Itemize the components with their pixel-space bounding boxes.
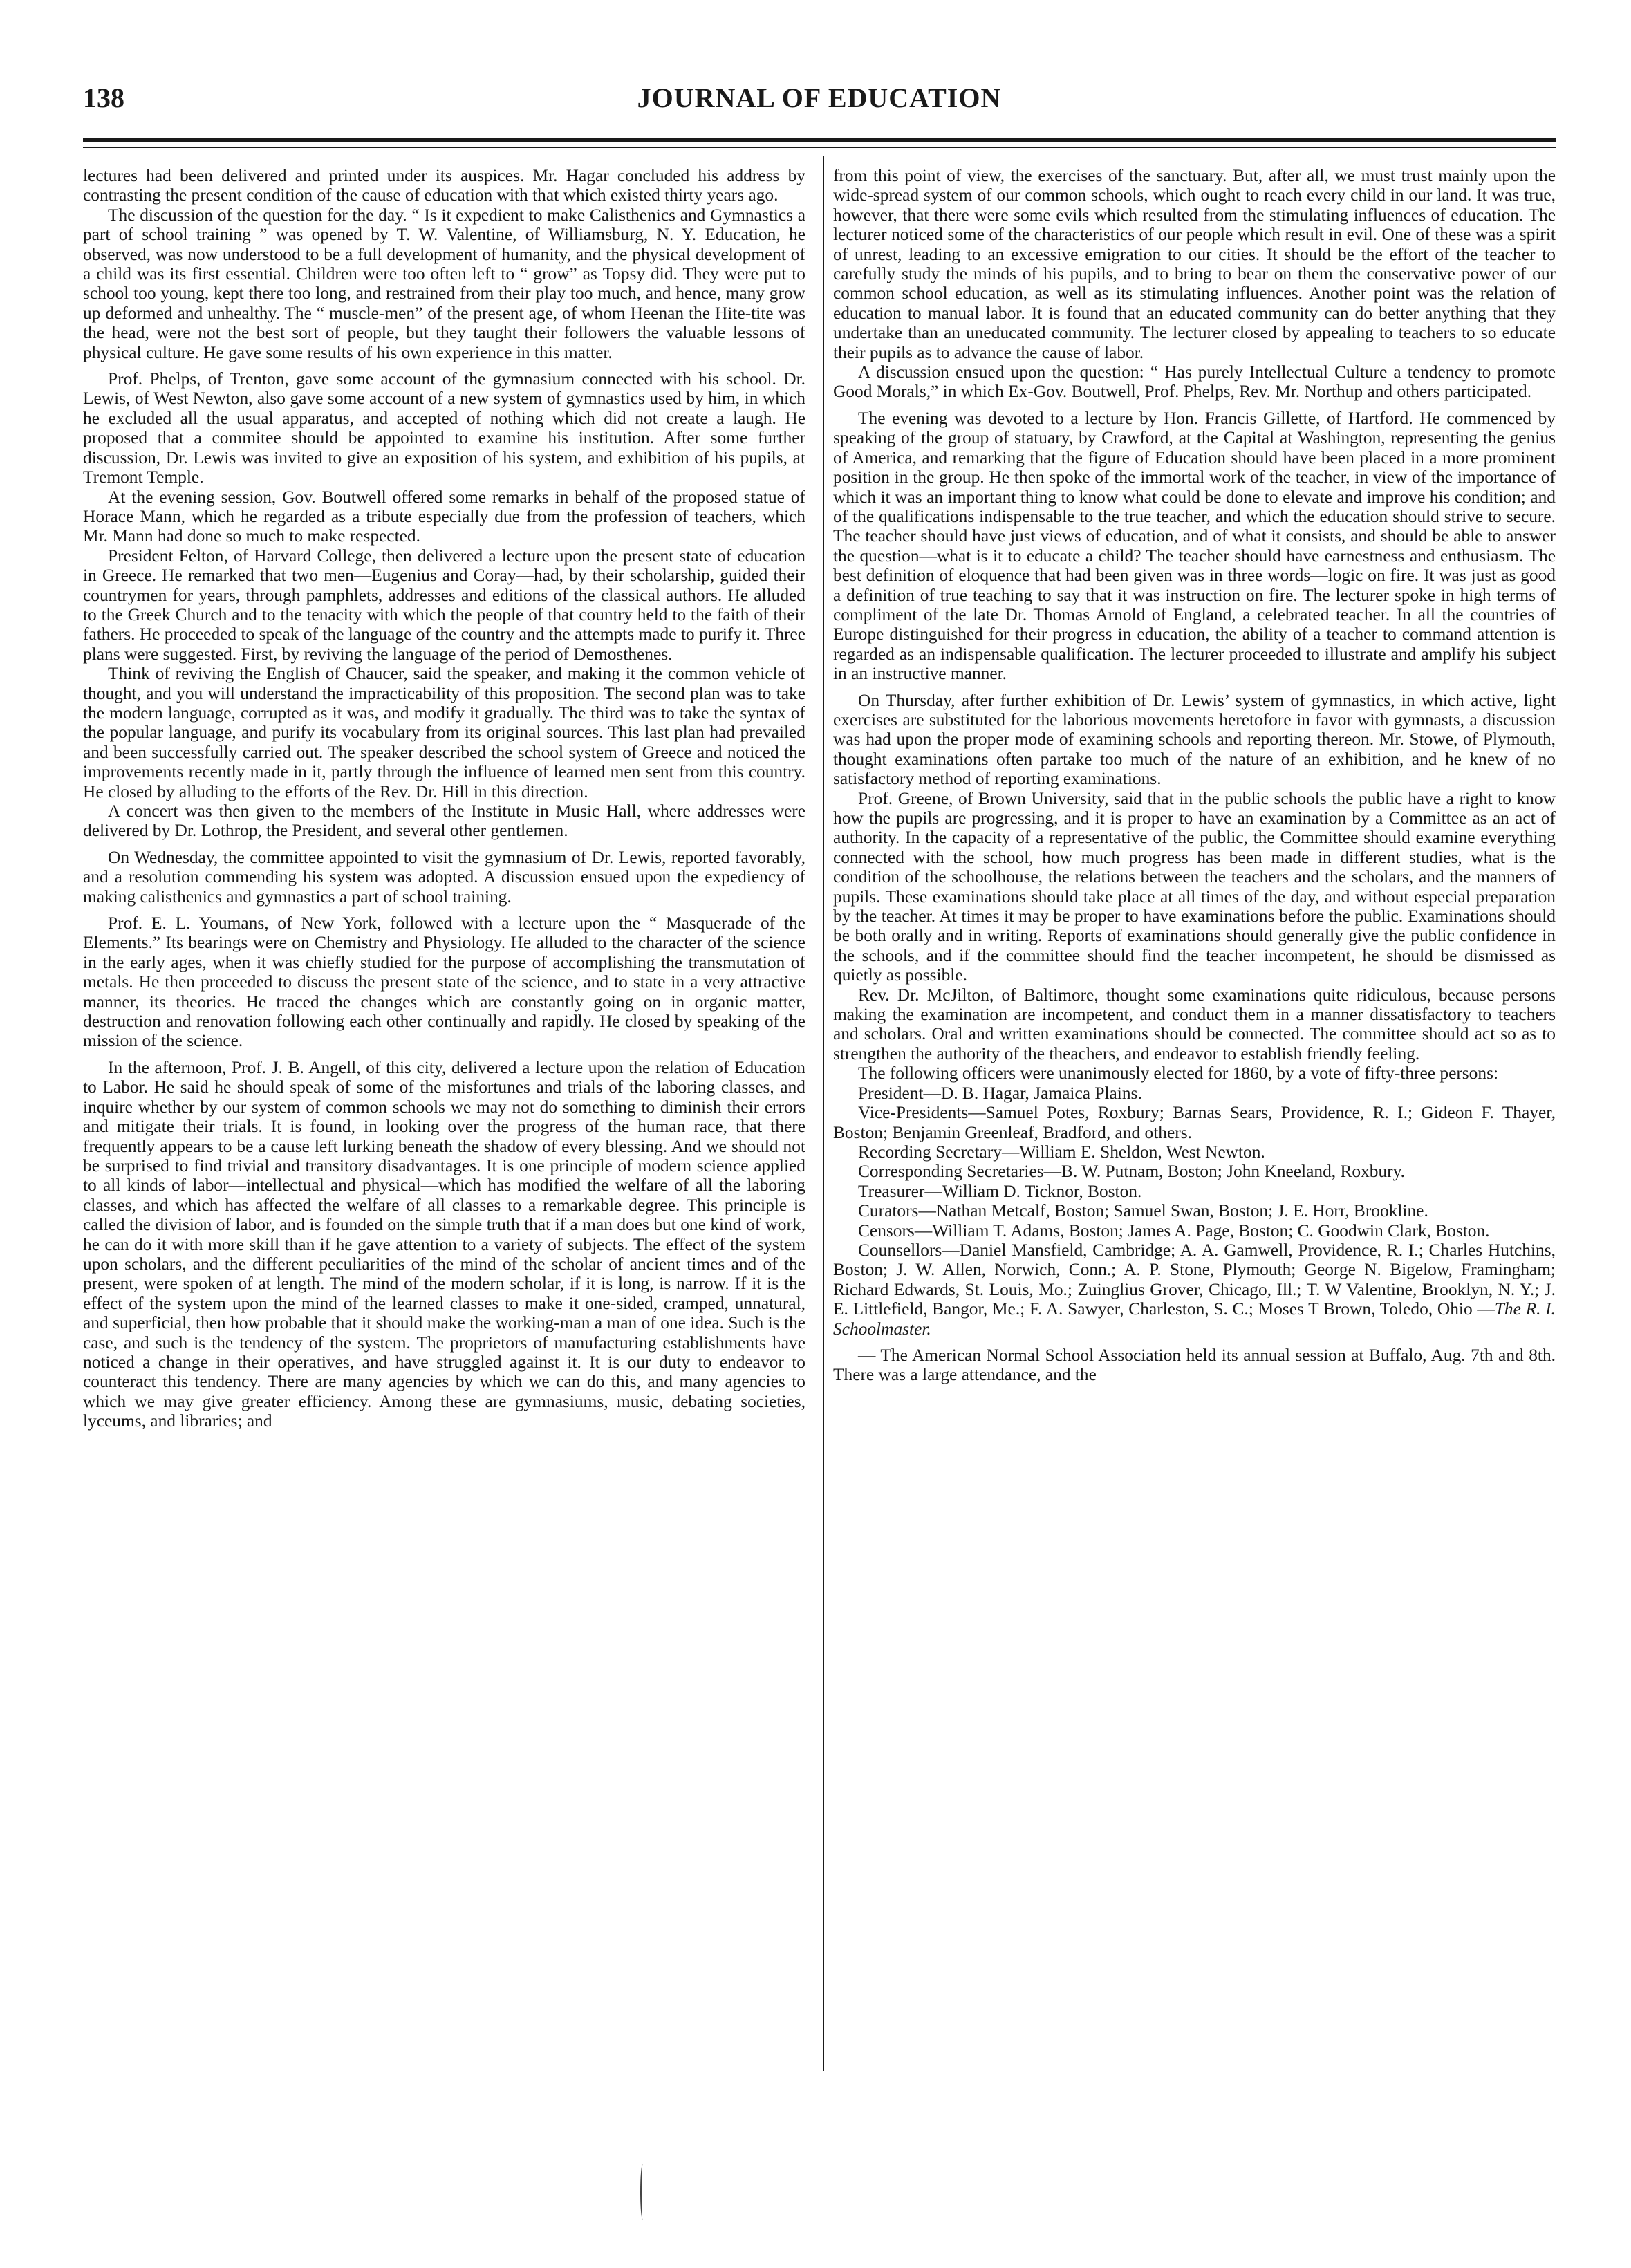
paragraph: At the evening session, Gov. Boutwell offered some remarks in behalf of the proposed statue of Horace Mann, which he regarded as a tribute especially due from the profession of teachers, which Mr. Mann had done so much to make respected. <box>83 487 805 546</box>
paragraph: Rev. Dr. McJilton, of Baltimore, thought some examinations quite ridiculous, because persons making the examination are incompetent, and conduct them in a manner dissatisfactory to teachers and scholars. Oral and written examinations should be connected. The committee should act so as to strengthen the authority of the theachers, and endeavor to establish friendly feeling. <box>833 985 1556 1063</box>
officer-entry: Vice-Presidents—Samuel Potes, Roxbury; Barnas Sears, Providence, R. I.; Gideon F. Thayer, Boston; Benjamin Greenleaf, Bradford, and others. <box>833 1103 1556 1142</box>
paragraph: Prof. E. L. Youmans, of New York, followed with a lecture upon the “ Masquerade of the Elements.” Its bearings were on Chemistry and Physiology. He alluded to the character of the science in the early ages, when it was chiefly studied for the purpose of accomplishing the transmutation of metals. He then proceeded to discuss the present state of the science, and to state in a very attractive manner, its theories. He traced the changes which are constantly going on in organic matter, destruction and renovation following each other continually and rapidly. He closed by speaking of the mission of the science. <box>83 913 805 1051</box>
paragraph: On Thursday, after further exhibition of Dr. Lewis’ system of gymnastics, in which active, light exercises are substituted for the laborious movements heretofore in favor with gymnasts, a discussion was had upon the proper mode of examining schools and reporting thereon. Mr. Stowe, of Plymouth, thought examinations often partake too much of the nature of an exhibition, and he knew of no satisfactory method of reporting examinations. <box>833 690 1556 789</box>
left-column <box>83 166 805 2074</box>
page-number: 138 <box>83 82 124 113</box>
paragraph: The discussion of the question for the day. “ Is it expedient to make Calisthenics and Gymnastics a part of school training ” was opened by T. W. Valentine, of Williamsburg, N. Y. Education, he observed, was now understood to be a full development of humanity, and the physical development of a child was its first essential. Children were too often left to “ grow” as Topsy did. They were put to school too young, kept there too long, and restrained from their play too much, and hence, many grow up deformed and unhealthy. The “ muscle-men” of the present age, of whom Heenan the Hite-tite was the head, were not the best sort of people, but they taught their followers the valuable lessons of physical culture. He gave some results of his own experience in this matter. <box>83 205 805 362</box>
page-header <box>83 82 1556 130</box>
counsellors-text: Counsellors—Daniel Mansfield, Cambridge; A. A. Gamwell, Providence, R. I.; Charles Hutchins, Boston; J. W. Allen, Norwich, Conn.; A. P. Stone, Plymouth; George N. Bigelow, Framingham; Richard Edwards, St. Louis, Mo.; Zuinglius Grover, Chicago, Ill.; T. W Valentine, Brooklyn, N. Y.; J. E. Littlefield, Bangor, Me.; F. A. Sawyer, Charleston, S. C.; Moses T Brown, Toledo, Ohio — <box>833 1240 1556 1319</box>
header-rule-thick <box>83 138 1556 142</box>
paragraph: Think of reviving the English of Chaucer, said the speaker, and making it the common vehicle of thought, and you will understand the impracticability of this proposition. The second plan was to take the modern language, corrupted as it was, and modify it gradually. The third was to take the syntax of the popular language, and purify its vocabulary from its original sources. This last plan had prevailed and been successfully carried out. The speaker described the school system of Greece and noticed the improvements recently made in it, partly through the influence of learned men sent from this country. He closed by alluding to the efforts of the Rev. Dr. Hill in this direction. <box>83 664 805 801</box>
paragraph: Prof. Phelps, of Trenton, gave some account of the gymnasium connected with his school. Dr. Lewis, of West Newton, also gave some account of a new system of gymnastics used by him, in which he excluded all the usual apparatus, and accepted of nothing which did not create a laugh. He proposed that a commitee should be appointed to examine his institution. After some further discussion, Dr. Lewis was invited to give an exposition of his system, and exhibition of his pupils, at Tremont Temple. <box>83 369 805 487</box>
paragraph: President Felton, of Harvard College, then delivered a lecture upon the present state of education in Greece. He remarked that two men—Eugenius and Coray—had, by their scholarship, guided their countrymen for years, through pamphlets, addresses and editions of the classical authors. He alluded to the Greek Church and to the tenacity with which the people of that country held to the faith of their fathers. He proceeded to speak of the language of the country and the attempts made to purify it. Three plans were suggested. First, by reviving the language of the period of Demosthenes. <box>83 546 805 664</box>
officer-entry: Recording Secretary—William E. Sheldon, West Newton. <box>858 1142 1265 1162</box>
right-column <box>833 166 1556 2074</box>
officer-entry: President—D. B. Hagar, Jamaica Plains. <box>858 1083 1142 1103</box>
source-credit: The R. I. Schoolmaster. <box>833 1299 1556 1339</box>
officer-entry: Treasurer—William D. Ticknor, Boston. <box>858 1181 1142 1201</box>
scan-mark <box>640 2164 645 2220</box>
paragraph: The evening was devoted to a lecture by Hon. Francis Gillette, of Hartford. He commenced by speaking of the group of statuary, by Crawford, at the Capital at Washington, representing the genius of America, and remarking that the figure of Education should have been placed in a more prominent position in the group. He then spoke of the immortal work of the teacher, in view of the importance of which it was an important thing to know what could be done to elevate and improve his condition; and of the qualifications indispensable to the true teacher, and which the education should strive to secure. The teacher should have just views of education, and of what it consists, and should be able to answer the question—what is it to educate a child? The teacher should have earnestness and enthusiasm. The best definition of eloquence that had been given was in three words—logic on fire. It was just as good a definition of true teaching to say that it was instruction on fire. The lecturer spoke in high terms of compliment of the late Dr. Thomas Arnold of England, a celebrated teacher. In all the countries of Europe distinguished for their progress in education, the ability of a teacher to command attention is regarded as an indispensable qualification. The lecturer proceeded to illustrate and amplify his subject in an instructive manner. <box>833 408 1556 684</box>
paragraph: A discussion ensued upon the question: “ Has purely Intellectual Culture a tendency to promote Good Morals,” in which Ex-Gov. Boutwell, Prof. Phelps, Rev. Mr. Northup and others participated. <box>833 362 1556 402</box>
officer-entry: Censors—William T. Adams, Boston; James A. Page, Boston; C. Goodwin Clark, Boston. <box>858 1220 1490 1240</box>
paragraph: On Wednesday, the committee appointed to visit the gymnasium of Dr. Lewis, reported favorably, and a resolution commending his system was adopted. A discussion ensued upon the expediency of making calisthenics and gymnastics a part of school training. <box>83 847 805 907</box>
header-rule-thin <box>83 147 1556 148</box>
running-title: JOURNAL OF EDUCATION <box>637 82 1002 113</box>
paragraph: — The American Normal School Association held its annual session at Buffalo, Aug. 7th and 8th. There was a large attendance, and the <box>833 1345 1556 1385</box>
officer-entry: Curators—Nathan Metcalf, Boston; Samuel Swan, Boston; J. E. Horr, Brookline. <box>858 1201 1428 1221</box>
officer-entry: Corresponding Secretaries—B. W. Putnam, Boston; John Kneeland, Roxbury. <box>858 1162 1406 1182</box>
column-divider <box>823 156 824 2071</box>
paragraph: from this point of view, the exercises of the sanctuary. But, after all, we must trust mainly upon the wide-spread system of our common schools, which ought to reach every child in our land. It was true, however, that there were some evils which resulted from the stimulating influences of education. The lecturer noticed some of the characteristics of our people which result in evil. One of these was a spirit of unrest, leading to an excessive emigration to our cities. It should be the effort of the teacher to carefully study the minds of his pupils, and to bring to bear on them the conservative power of our common school education, as well as its stimulating influences. Another point was the relation of education to manual labor. It is found that an educated community can do better anything that they undertake than an uneducated community. The lecturer closed by appealing to teachers to so educate their pupils as to advance the cause of labor. <box>833 166 1556 362</box>
paragraph: The following officers were unanimously elected for 1860, by a vote of fifty-three persons: <box>858 1063 1499 1084</box>
paragraph: Prof. Greene, of Brown University, said that in the public schools the public have a right to know how the pupils are progressing, and it is proper to have an examination by a Committee as an act of authority. In the capacity of a representative of the public, the Committee should examine everything connected with the school, how much progress has been made in different studies, what is the condition of the schoolhouse, the relations between the teachers and the scholars, and the manners of pupils. These examinations should take place at all times of the day, and without especial preparation by the teacher. At times it may be proper to have examinations before the public. Examinations should be both orally and in writing. Reports of examinations should generally give the public confidence in the schools, and if the committee should find the teacher incompetent, he should be dismissed as quietly as possible. <box>833 788 1556 985</box>
officer-entry <box>833 1240 1556 1339</box>
paragraph: In the afternoon, Prof. J. B. Angell, of this city, delivered a lecture upon the relation of Education to Labor. He said he should speak of some of the misfortunes and trials of the laboring classes, and inquire whether by our system of common schools we may not do something to diminish their errors and mitigate their trials. It is found, in looking over the progress of the human race, that there frequently appears to be a cause left lurking beneath the shadow of every blessing. And we should not be surprised to find trivial and transitory disadvantages. It is one principle of modern science applied to all kinds of labor—intellectual and physical—which has modified the welfare of all the laboring classes, and which has affected the welfare of all classes to a remarkable degree. This principle is called the division of labor, and is founded on the simple truth that if a man does but one kind of work, he can do it with more skill than if he gave attention to a variety of subjects. The effect of the system upon scholars, and the different peculiarities of the mind of the scholar of ancient times and of the present, were spoken of at length. The mind of the modern scholar, if it is long, is narrow. If it is the effect of the system upon the mind of the learned classes to make it one-sided, cramped, unnatural, and superficial, then how probable that it should make the working-man a man of one idea. Such is the case, and such is the tendency of the system. The proprietors of manufacturing establishments have noticed a change in their operatives, and have struggled against it. It is our duty to endeavor to counteract this tendency. There are many agencies by which we can do this, and many agencies to which we may give greater efficiency. Among these are gymnasiums, music, debating societies, lyceums, and libraries; and <box>83 1057 805 1431</box>
paragraph: A concert was then given to the members of the Institute in Music Hall, where addresses were delivered by Dr. Lothrop, the President, and several other gentlemen. <box>83 801 805 841</box>
paragraph: lectures had been delivered and printed under its auspices. Mr. Hagar concluded his address by contrasting the present condition of the cause of education with that which existed thirty years ago. <box>83 166 805 205</box>
